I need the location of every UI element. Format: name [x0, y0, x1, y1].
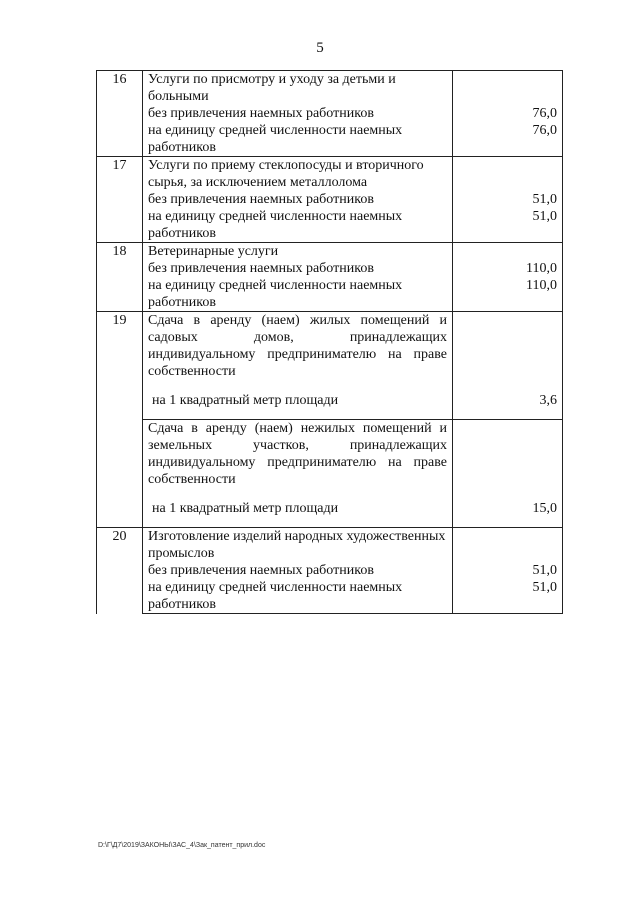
- rate-value: 110,0: [453, 260, 563, 277]
- service-title: Изготовление изделий народных художественных промыслов: [143, 528, 453, 563]
- table-row: [97, 380, 563, 420]
- table-row: [97, 122, 563, 157]
- table-row: [97, 71, 563, 106]
- service-title: Сдача в аренду (наем) жилых помещений и садовых домов, принадлежащих индивидуальному предпринимателю на праве собственности: [143, 312, 453, 381]
- rate-basis-label: на 1 квадратный метр площади: [143, 380, 453, 420]
- service-title: Услуги по присмотру и уходу за детьми и больными: [143, 71, 453, 106]
- value-cell-empty: [453, 528, 563, 563]
- rate-basis-label: на единицу средней численности наемных работников: [143, 277, 453, 312]
- service-title: Услуги по приему стеклопосуды и вторичного сырья, за исключением металлолома: [143, 157, 453, 192]
- page-number: 5: [316, 40, 324, 56]
- rate-value: 76,0: [453, 122, 563, 157]
- table-row: [97, 562, 563, 579]
- rate-basis-label: на единицу средней численности наемных работников: [143, 208, 453, 243]
- value-cell-empty: [453, 243, 563, 261]
- row-number: 16: [97, 71, 143, 157]
- row-number: 19: [97, 312, 143, 528]
- file-path-footer: D:\Г\Д7\2019\ЗАКОНЫ\ЗАС_4\Зак_патент_прил.doc: [98, 842, 266, 849]
- table-row: [97, 191, 563, 208]
- rate-value: 51,0: [453, 191, 563, 208]
- table-row: [97, 579, 563, 614]
- value-cell-empty: [453, 71, 563, 106]
- table-row: [97, 157, 563, 192]
- table-row: [97, 105, 563, 122]
- table-row: [97, 260, 563, 277]
- rate-value: 15,0: [453, 488, 563, 528]
- rate-value: 3,6: [453, 380, 563, 420]
- table-row: [97, 208, 563, 243]
- table-row: [97, 488, 563, 528]
- rate-basis-label: на единицу средней численности наемных работников: [143, 579, 453, 614]
- rate-basis-label: без привлечения наемных работников: [143, 260, 453, 277]
- rate-basis-label: без привлечения наемных работников: [143, 105, 453, 122]
- table-row: [97, 528, 563, 563]
- rate-value: 51,0: [453, 579, 563, 614]
- table-row: [97, 312, 563, 381]
- tax-rate-table: [96, 70, 563, 614]
- value-cell-empty: [453, 157, 563, 192]
- table-row: [97, 243, 563, 261]
- table-row: [97, 420, 563, 489]
- table-row: [97, 277, 563, 312]
- row-number: 20: [97, 528, 143, 614]
- rate-value: 110,0: [453, 277, 563, 312]
- value-cell-empty: [453, 312, 563, 381]
- service-title: Ветеринарные услуги: [143, 243, 453, 261]
- service-title: Сдача в аренду (наем) нежилых помещений и земельных участков, принадлежащих индивидуальному предпринимателю на праве собственности: [143, 420, 453, 489]
- rate-basis-label: на единицу средней численности наемных работников: [143, 122, 453, 157]
- value-cell-empty: [453, 420, 563, 489]
- rate-value: 51,0: [453, 208, 563, 243]
- rate-basis-label: на 1 квадратный метр площади: [143, 488, 453, 528]
- row-number: 17: [97, 157, 143, 243]
- rate-value: 76,0: [453, 105, 563, 122]
- rate-value: 51,0: [453, 562, 563, 579]
- row-number: 18: [97, 243, 143, 312]
- rate-basis-label: без привлечения наемных работников: [143, 562, 453, 579]
- rate-basis-label: без привлечения наемных работников: [143, 191, 453, 208]
